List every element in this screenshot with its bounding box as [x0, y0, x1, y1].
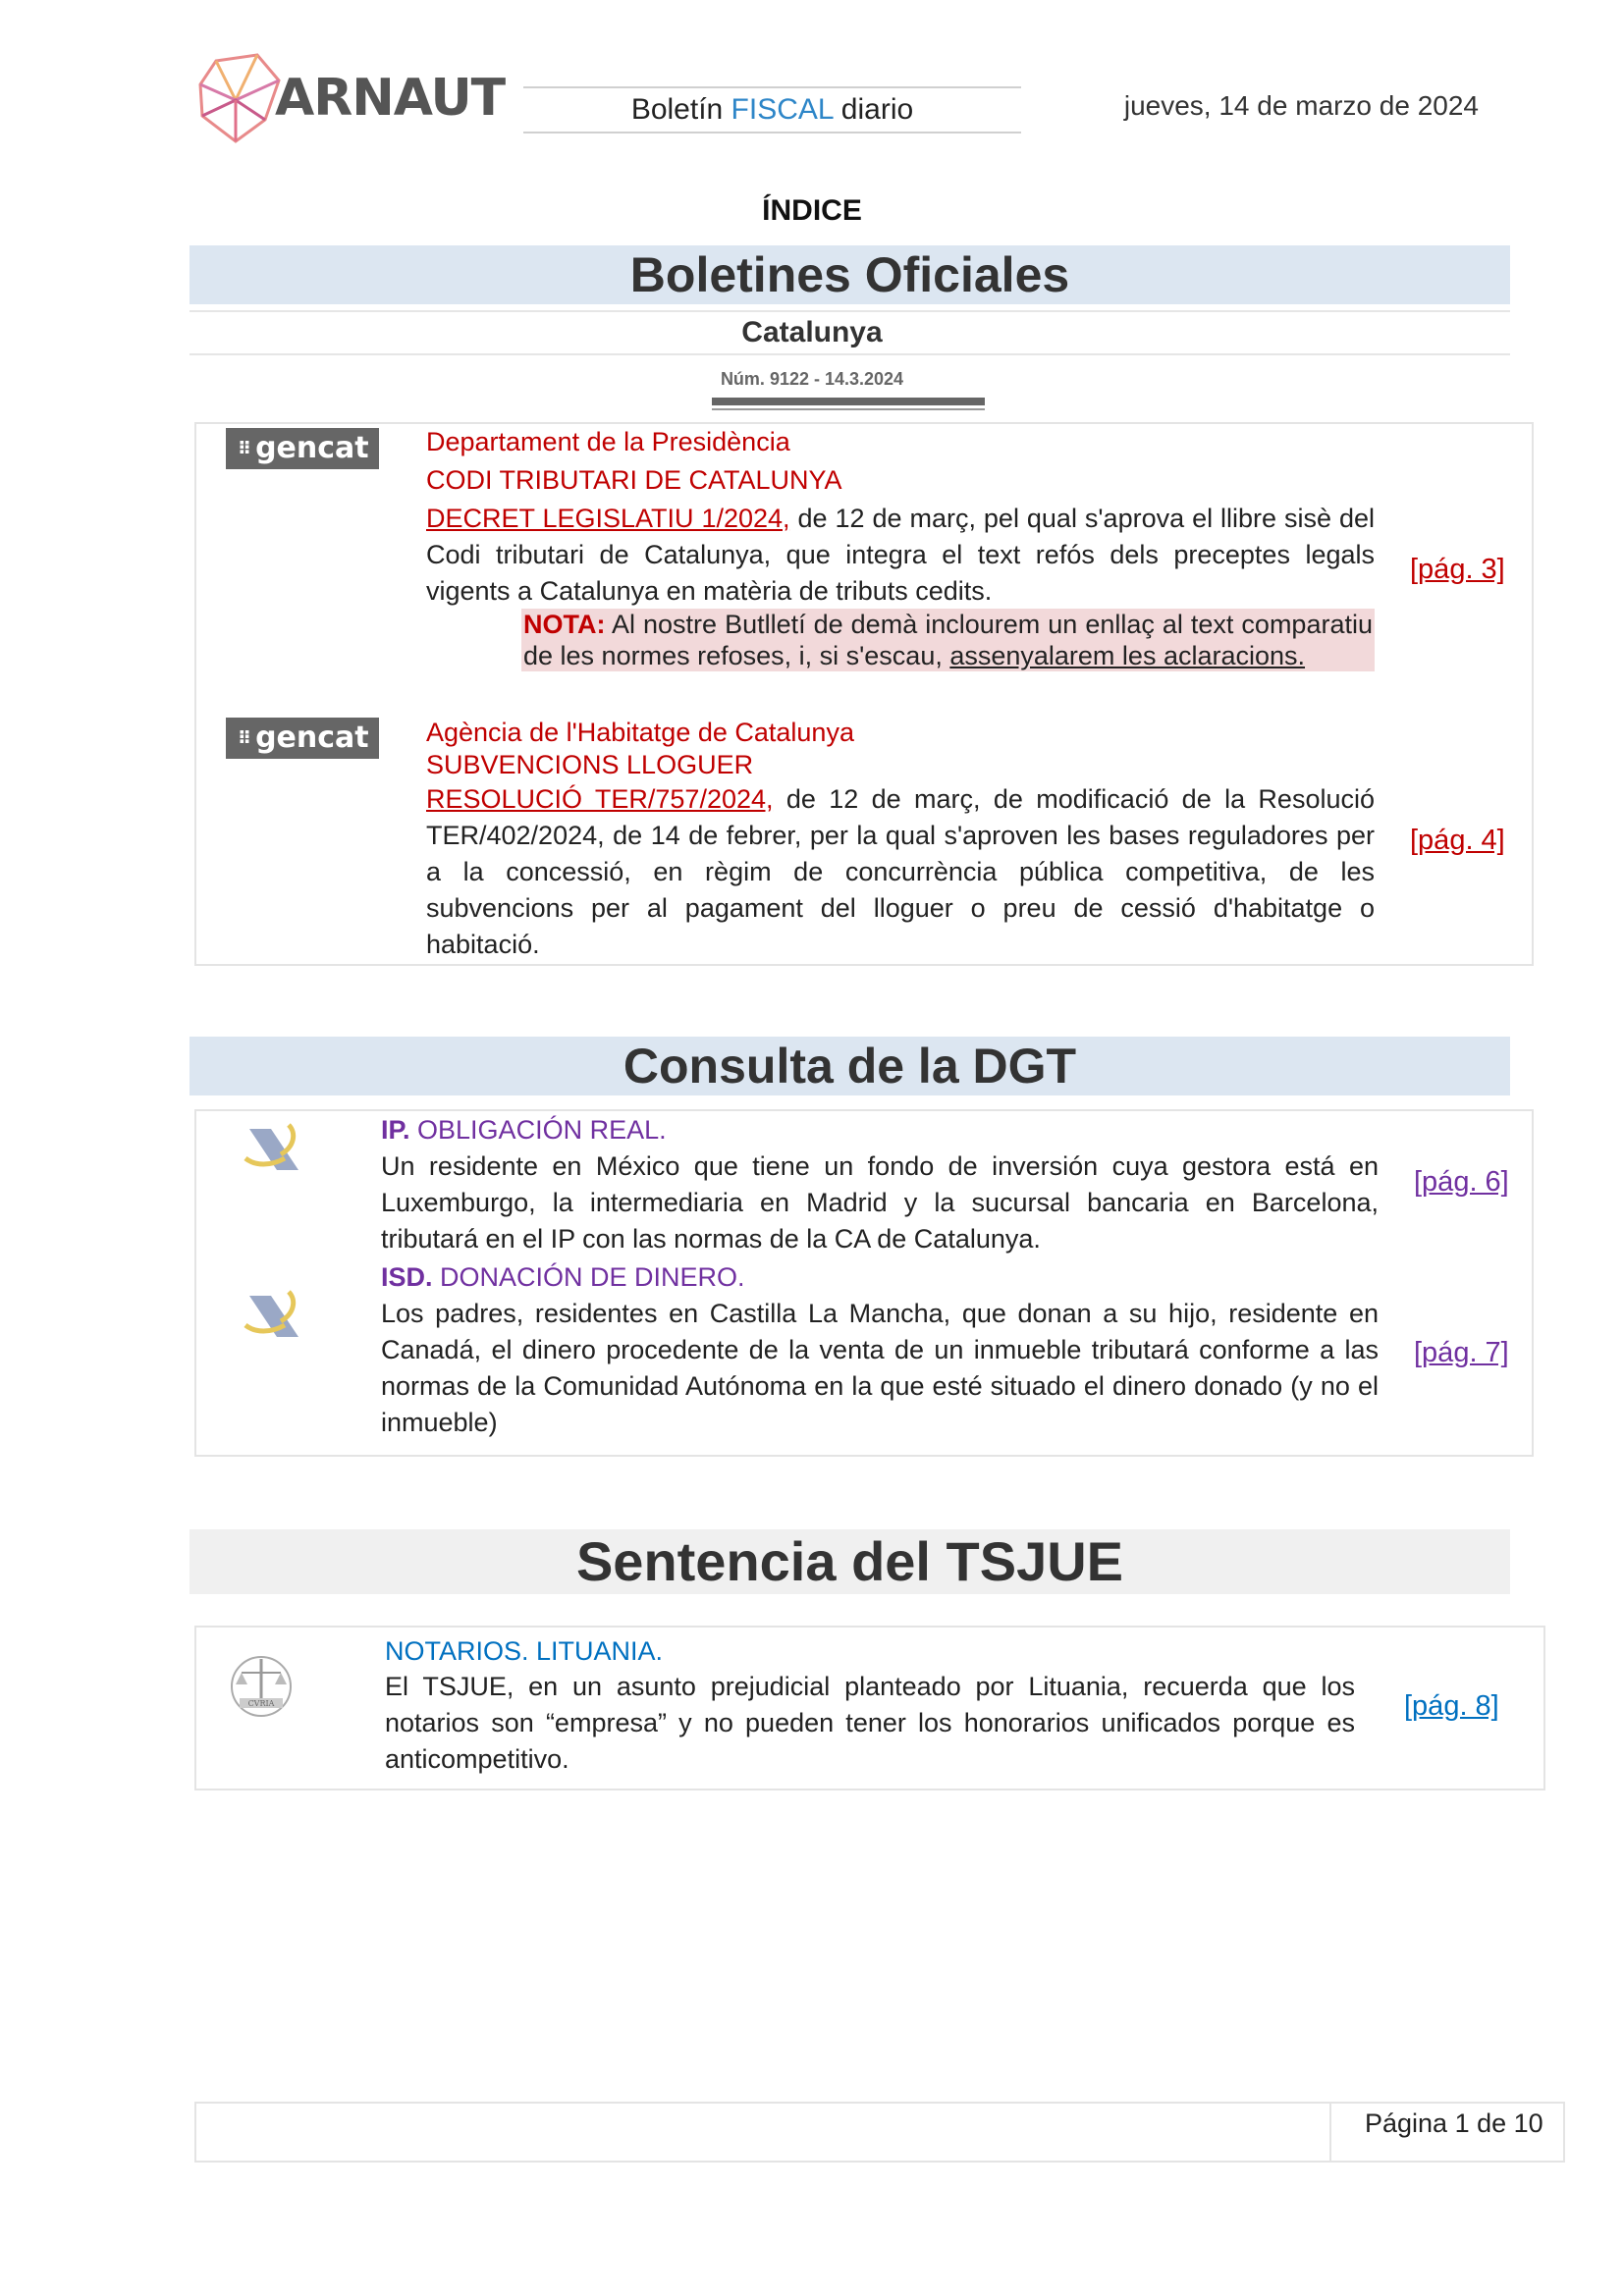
divider: [189, 310, 1510, 312]
page-link[interactable]: [1410, 825, 1505, 857]
region-subtitle: Catalunya: [741, 316, 883, 348]
section-boletines-title: Boletines Oficiales: [189, 245, 1510, 304]
page-link[interactable]: [1404, 1690, 1499, 1723]
issue-bar-thin: [712, 408, 985, 410]
consulta-topic: DONACIÓN DE DINERO.: [432, 1262, 745, 1292]
page-number: Página 1 de 10: [1365, 2109, 1543, 2138]
gencat-logo-text: gencat: [255, 721, 369, 755]
issue-date: jueves, 14 de marzo de 2024: [1123, 90, 1479, 121]
section-dgt-title: Consulta de la DGT: [189, 1037, 1510, 1095]
entry-text: [426, 781, 1375, 963]
resolution-link[interactable]: RESOLUCIÓ TER/757/2024,: [426, 784, 774, 814]
tax-code: IP.: [381, 1115, 410, 1145]
entry-description: de 12 de març, pel qual s'aprova el llibre sisè del Codi tributari de Catalunya, que integra el text refós dels preceptes legals vigents a Catalunya en matèria de tributs cedits.: [426, 504, 1376, 606]
sentencia-text: El TSJUE, en un asunto prejudicial planteado por Lituania, recuerda que los notarios son “empresa” y no pueden tener los honorarios unificados porque es anticompetitivo.: [385, 1672, 1355, 1774]
page-ref[interactable]: [pág. 7]: [1414, 1337, 1509, 1368]
department-name: Agència de l'Habitatge de Catalunya: [426, 718, 854, 747]
aeat-logo-icon: [242, 1286, 310, 1345]
aeat-logo-icon: [242, 1119, 310, 1178]
issue-bar: [712, 398, 985, 405]
topic-title: CODI TRIBUTARI DE CATALUNYA: [426, 465, 842, 495]
gencat-logo: [226, 428, 379, 469]
footer-box: [194, 2102, 1565, 2163]
bulletin-accent: FISCAL: [731, 93, 834, 126]
page-ref[interactable]: [pág. 3]: [1410, 554, 1505, 585]
section-tsjue-title: Sentencia del TSJUE: [189, 1529, 1510, 1594]
cvria-logo-icon: [226, 1645, 297, 1724]
department-name: Departament de la Presidència: [426, 427, 790, 456]
gencat-logo-text: gencat: [255, 431, 369, 465]
page-link[interactable]: [1414, 1337, 1509, 1369]
footer-divider: [1329, 2104, 1331, 2161]
consulta-text: Un residente en México que tiene un fondo de inversión cuya gestora está en Luxemburgo, la intermediaria en Madrid y la sucursal bancaria en Barcelona, tributará en el IP con las normas de la CA de Catalunya.: [381, 1151, 1379, 1254]
decree-link[interactable]: DECRET LEGISLATIU 1/2024,: [426, 504, 790, 533]
consulta-text: Los padres, residentes en Castilla La Mancha, que donan a su hijo, residente en Canadá, el dinero procedente de la venta de un inmueble tributará conforme a las normas de la Comunidad Autónoma en la que esté situado el dinero donado (y no el inmueble): [381, 1299, 1379, 1437]
topic-title: SUBVENCIONS LLOGUER: [426, 750, 754, 779]
gencat-dots-icon: ⠿: [238, 438, 252, 459]
issue-number: Núm. 9122 - 14.3.2024: [720, 369, 904, 389]
svg-text:CVRIA: CVRIA: [247, 1699, 275, 1708]
bulletin-prefix: Boletín: [630, 93, 731, 126]
consulta-heading: [381, 1112, 667, 1148]
note-box: [521, 609, 1375, 671]
entry-text: [426, 501, 1375, 610]
page-ref[interactable]: [pág. 8]: [1404, 1690, 1499, 1722]
note-label: NOTA:: [523, 610, 606, 639]
gencat-dots-icon: ⠿: [238, 727, 252, 749]
note-text: Al nostre Butlletí de demà inclourem un enllaç al text comparatiu de les normes refoses, i, si s'escau,: [523, 610, 1373, 670]
bulletin-title: [523, 86, 1021, 133]
bulletin-suffix: diario: [833, 93, 914, 126]
arnaut-polygon-icon: [196, 51, 281, 149]
arnaut-logo: [196, 51, 506, 149]
page-link[interactable]: [1414, 1166, 1509, 1199]
note-underlined: assenyalarem les aclaracions.: [949, 641, 1306, 670]
page-ref[interactable]: [pág. 6]: [1414, 1166, 1509, 1198]
entry-description: de 12 de març, de modificació de la Resolució TER/402/2024, de 14 de febrer, per la qual s'aproven les bases reguladores per a la concessió, en règim de concurrència pública competitiva, de les subvencions per al pagament del lloguer o preu de cessió d'habitatge o habitació.: [426, 784, 1375, 959]
page-ref[interactable]: [pág. 4]: [1410, 825, 1505, 856]
consulta-heading: [381, 1259, 745, 1296]
index-title: ÍNDICE: [762, 194, 862, 227]
page-link[interactable]: [1410, 554, 1505, 586]
sentencia-topic: NOTARIOS. LITUANIA.: [385, 1636, 664, 1666]
tax-code: ISD.: [381, 1262, 433, 1292]
divider: [189, 353, 1510, 355]
brand-name: ARNAUT: [275, 69, 506, 128]
consulta-topic: OBLIGACIÓN REAL.: [409, 1115, 667, 1145]
gencat-logo: [226, 718, 379, 759]
